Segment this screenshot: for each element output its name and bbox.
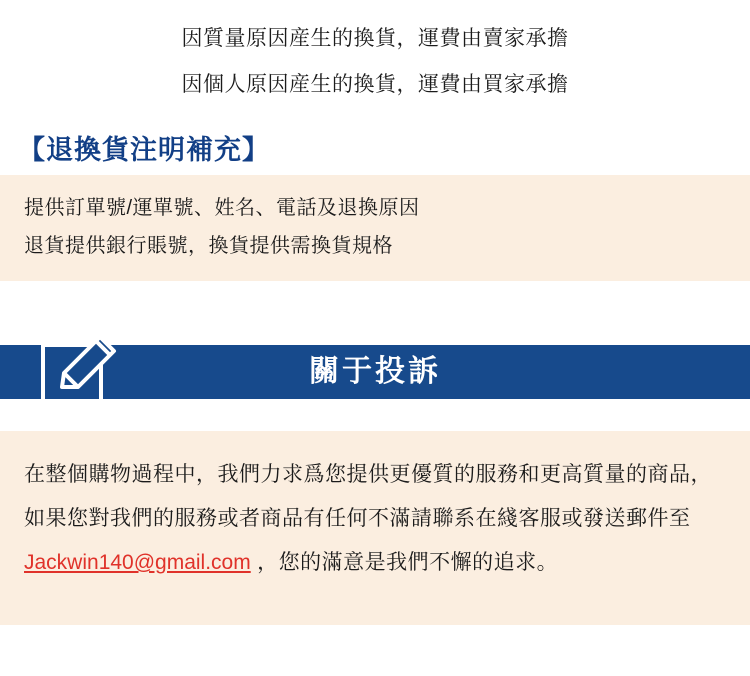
shipping-notes [0, 0, 750, 108]
return-note-line: 提供訂單號/運單號、姓名、電話及退換原因 [24, 197, 420, 219]
support-email-link[interactable]: Jackwin140@gmail.com [24, 551, 251, 574]
shipping-note-line: 因質量原因産生的換貨，運費由賣家承擔 [181, 27, 569, 50]
complaint-text-box [0, 431, 750, 625]
return-note-line: 退貨提供銀行賬號，換貨提供需換貨規格 [24, 235, 393, 257]
shipping-note-line: 因個人原因産生的換貨，運費由買家承擔 [181, 73, 569, 96]
complaint-text-after-email: ，您的滿意是我們不懈的追求。 [250, 551, 559, 574]
complaint-banner-title: 關于投訴 [309, 355, 441, 388]
complaint-banner [0, 329, 750, 407]
pencil-edit-icon [38, 329, 122, 407]
complaint-text-before-email: 在整個購物過程中，我們力求爲您提供更優質的服務和更高質量的商品，如果您對我們的服務或者商品有任何不滿請聯系在綫客服或發送郵件至 [24, 463, 712, 530]
complaint-paragraph [24, 453, 730, 585]
return-note-heading: 【退換貨注明補充】 [18, 135, 270, 165]
return-note-box [0, 175, 750, 281]
